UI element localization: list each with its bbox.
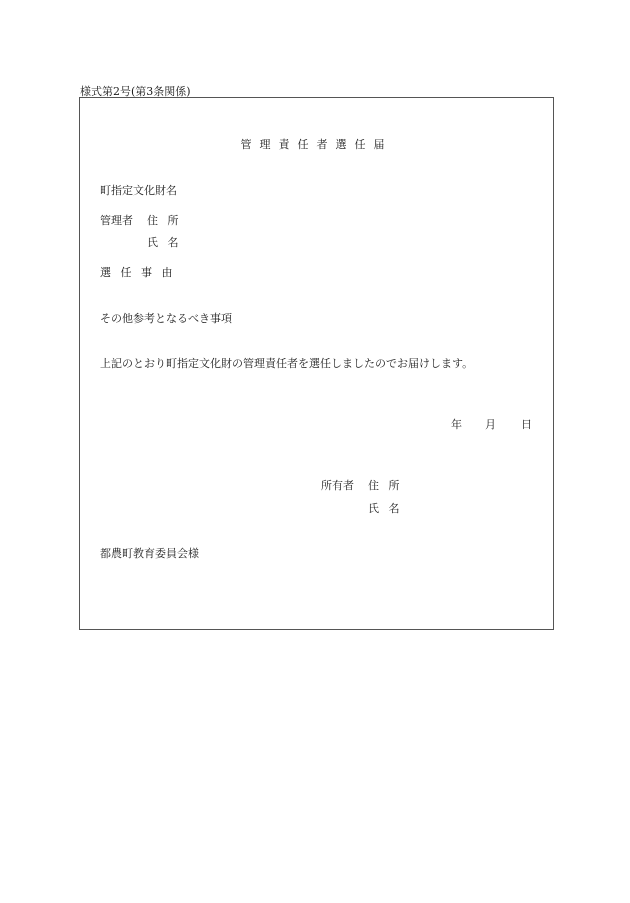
- form-title: 管理責任者選任届: [240, 138, 393, 151]
- form-number: 様式第2号(第3条関係): [80, 85, 191, 98]
- manager-name-label: 氏 名: [147, 236, 179, 249]
- date-day: 日: [521, 418, 532, 431]
- owner-address-label: 住 所: [368, 479, 400, 492]
- date-month: 月: [485, 418, 496, 431]
- date-year: 年: [451, 418, 462, 431]
- owner-name-label: 氏 名: [368, 502, 400, 515]
- addressee: 都農町教育委員会様: [100, 547, 199, 560]
- reason-label: 選 任 事 由: [100, 266, 173, 279]
- manager-address-label: 住 所: [147, 214, 179, 227]
- property-name-label: 町指定文化財名: [100, 184, 177, 197]
- manager-label: 管理者: [100, 214, 133, 227]
- other-matters-label: その他参考となるべき事項: [100, 312, 232, 325]
- notification-form: [79, 97, 554, 630]
- owner-label: 所有者: [321, 479, 354, 492]
- statement-text: 上記のとおり町指定文化財の管理責任者を選任しましたのでお届けします。: [100, 357, 474, 370]
